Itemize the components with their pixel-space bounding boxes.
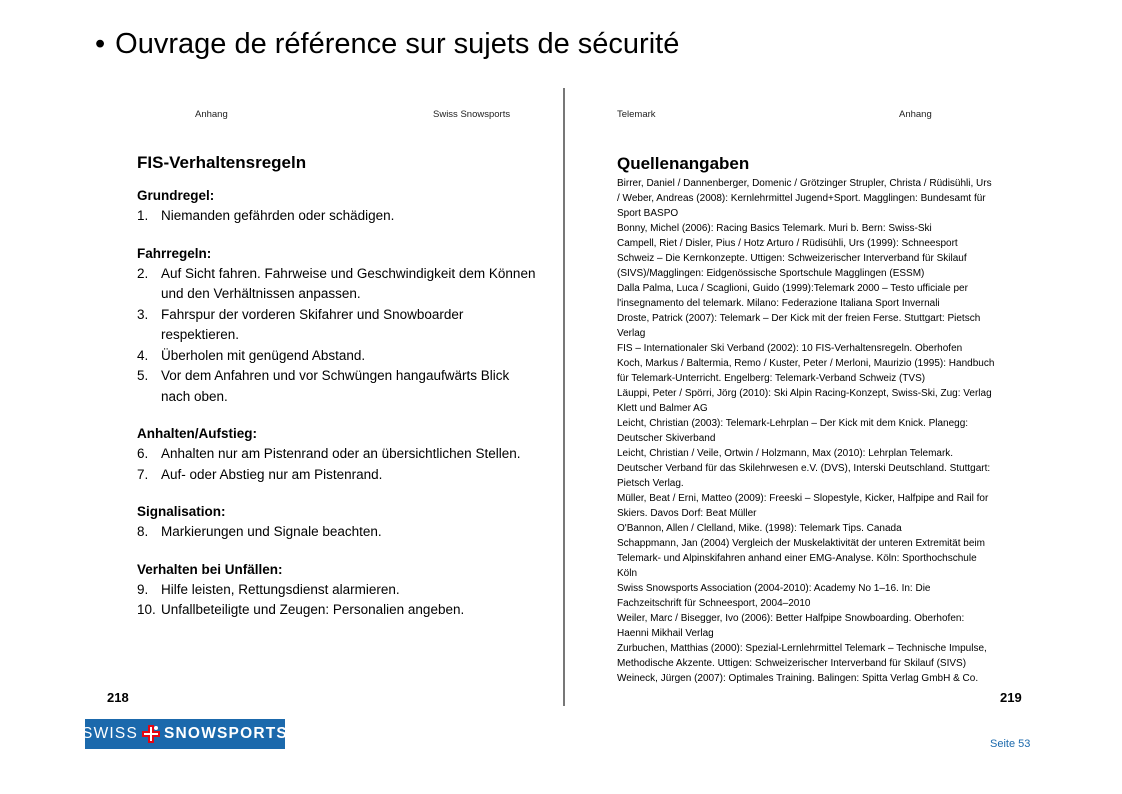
right-page-number: 219 bbox=[1000, 690, 1022, 705]
reference-entry: Müller, Beat / Erni, Matteo (2009): Freeski – Slopestyle, Kicker, Halfpipe and Rail for Skiers. Davos Dorf: Beat Müller bbox=[617, 493, 989, 519]
rule-text: Markierungen und Signale beachten. bbox=[161, 524, 382, 539]
skier-cross-icon bbox=[141, 724, 161, 744]
reference-entry: FIS – Internationaler Ski Verband (2002): 10 FIS-Verhaltensregeln. Oberhofen bbox=[617, 343, 963, 354]
rule-text: Anhalten nur am Pistenrand oder an übersichtlichen Stellen. bbox=[161, 446, 521, 461]
title-bullet: • bbox=[95, 28, 106, 60]
reference-entry: Weineck, Jürgen (2007): Optimales Training. Balingen: Spitta Verlag GmbH & Co. bbox=[617, 673, 979, 684]
rule-text: Auf Sicht fahren. Fahrweise und Geschwindigkeit dem Können und den Verhältnissen anpassen. bbox=[161, 265, 536, 301]
right-book-page bbox=[617, 154, 997, 686]
rule-item bbox=[137, 346, 537, 367]
logo-text-snowsports: SNOWSPORTS bbox=[164, 725, 288, 742]
rule-item bbox=[137, 600, 537, 621]
rule-text: Vor dem Anfahren und vor Schwüngen hangaufwärts Blick nach oben. bbox=[161, 368, 510, 404]
rule-item bbox=[137, 465, 537, 486]
rule-number: 6. bbox=[137, 446, 149, 461]
reference-entry: Leicht, Christian (2003): Telemark-Lehrplan – Der Kick mit dem Knick. Planegg: Deutscher Skiverband bbox=[617, 418, 969, 444]
rule-item bbox=[137, 366, 537, 407]
reference-entry: Läuppi, Peter / Spörri, Jörg (2010): Ski Alpin Racing-Konzept, Swiss-Ski, Zug: Verlag Klett und Balmer AG bbox=[617, 388, 992, 414]
rule-number: 8. bbox=[137, 524, 149, 539]
rule-number: 3. bbox=[137, 306, 149, 322]
rule-item bbox=[137, 206, 537, 227]
rule-item bbox=[137, 522, 537, 543]
rule-number: 9. bbox=[137, 581, 149, 597]
right-page-header-left: Telemark bbox=[617, 109, 656, 120]
rule-number: 2. bbox=[137, 265, 149, 281]
rule-section-title: Verhalten bei Unfällen: bbox=[137, 561, 283, 577]
rule-text: Hilfe leisten, Rettungsdienst alarmieren. bbox=[161, 581, 400, 597]
reference-entry: Dalla Palma, Luca / Scaglioni, Guido (1999):Telemark 2000 – Testo ufficiale per l'insegnamento del telemark. Milano: Federazione Italiana Sport Invernali bbox=[617, 283, 968, 309]
rule-section-title: Fahrregeln: bbox=[137, 245, 212, 261]
title-text: Ouvrage de référence sur sujets de sécurité bbox=[115, 28, 680, 60]
rule-item bbox=[137, 305, 537, 346]
rule-text: Niemanden gefährden oder schädigen. bbox=[161, 208, 395, 223]
slide-title bbox=[95, 26, 679, 62]
reference-entry: Koch, Markus / Baltermia, Remo / Kuster, Peter / Merloni, Maurizio (1995): Handbuch für Telemark-Unterricht. Engelberg: Telemark-Verband Schweiz (TVS) bbox=[617, 358, 995, 384]
reference-entry: Weiler, Marc / Bisegger, Ivo (2006): Better Halfpipe Snowboarding. Oberhofen: Haenni Mikhail Verlag bbox=[617, 613, 965, 639]
rule-number: 1. bbox=[137, 208, 149, 223]
rules-sections bbox=[137, 186, 537, 621]
reference-entry: O'Bannon, Allen / Clelland, Mike. (1998): Telemark Tips. Canada bbox=[617, 523, 902, 534]
reference-entry: Leicht, Christian / Veile, Ortwin / Holzmann, Max (2010): Lehrplan Telemark. Deutscher Verband für das Skilehrwesen e.V. (DVS), Interski Deutschland. Stuttgart: Pietsch Verlag. bbox=[617, 448, 991, 489]
rule-section-title: Signalisation: bbox=[137, 504, 226, 519]
book-spine-divider bbox=[563, 88, 565, 706]
rule-section-title: Anhalten/Aufstieg: bbox=[137, 426, 257, 441]
left-page-number: 218 bbox=[107, 690, 129, 705]
rule-number: 4. bbox=[137, 347, 149, 363]
left-page-header-right: Swiss Snowsports bbox=[433, 109, 511, 120]
rule-number: 7. bbox=[137, 466, 149, 482]
rule-text: Auf- oder Abstieg nur am Pistenrand. bbox=[161, 466, 383, 482]
footer-page-label: Seite 53 bbox=[990, 738, 1031, 750]
reference-entry: Birrer, Daniel / Dannenberger, Domenic / Grötzinger Strupler, Christa / Rüdisühli, Urs / Weber, Andreas (2008): Kernlehrmittel Jugend+Sport. Magglingen: Bundesamt für Sport BASPO bbox=[617, 178, 992, 219]
right-page-heading: Quellenangaben bbox=[617, 154, 750, 173]
left-page-heading: FIS-Verhaltensregeln bbox=[137, 153, 307, 172]
swiss-snowsports-logo bbox=[82, 719, 288, 749]
left-page-header-left: Anhang bbox=[195, 109, 228, 120]
reference-entry: Droste, Patrick (2007): Telemark – Der Kick mit der freien Ferse. Stuttgart: Pietsch Verlag bbox=[617, 313, 981, 339]
reference-entry: Swiss Snowsports Association (2004-2010): Academy No 1–16. In: Die Fachzeitschrift für Schneesport, 2004–2010 bbox=[617, 583, 931, 609]
rule-number: 5. bbox=[137, 368, 149, 383]
reference-list bbox=[617, 176, 997, 686]
rule-text: Unfallbeteiligte und Zeugen: Personalien angeben. bbox=[161, 602, 465, 617]
rule-section-title: Grundregel: bbox=[137, 188, 215, 203]
rule-item bbox=[137, 264, 537, 305]
reference-entry: Bonny, Michel (2006): Racing Basics Telemark. Muri b. Bern: Swiss-Ski bbox=[617, 223, 932, 234]
rule-text: Überholen mit genügend Abstand. bbox=[161, 347, 366, 363]
reference-entry: Campell, Riet / Disler, Pius / Hotz Arturo / Rüdisühli, Urs (1999): Schneesport Schweiz – Die Kernkonzepte. Uttigen: Schweizerischer Interverband für Skilauf (SIVS)/Magglingen: Eidgenössische Sportschule Magglingen (ESSM) bbox=[617, 238, 967, 279]
right-page-header-right: Anhang bbox=[899, 109, 932, 120]
logo-text-swiss: SWISS bbox=[82, 725, 138, 742]
left-book-page bbox=[137, 152, 537, 621]
rule-item bbox=[137, 444, 537, 465]
reference-entry: Zurbuchen, Matthias (2000): Spezial-Lernlehrmittel Telemark – Technische Impulse, Methodische Akzente. Uttigen: Schweizerischer Interverband für Skilauf (SIVS) bbox=[617, 643, 987, 669]
reference-entry: Schappmann, Jan (2004) Vergleich der Muskelaktivität der unteren Extremität beim Telemark- und Alpinskifahren anhand einer EMG-Analyse. Köln: Sporthochschule Köln bbox=[617, 538, 985, 579]
rule-text: Fahrspur der vorderen Skifahrer und Snowboarder respektieren. bbox=[161, 306, 464, 342]
rule-number: 10. bbox=[137, 602, 156, 617]
rule-item bbox=[137, 580, 537, 601]
